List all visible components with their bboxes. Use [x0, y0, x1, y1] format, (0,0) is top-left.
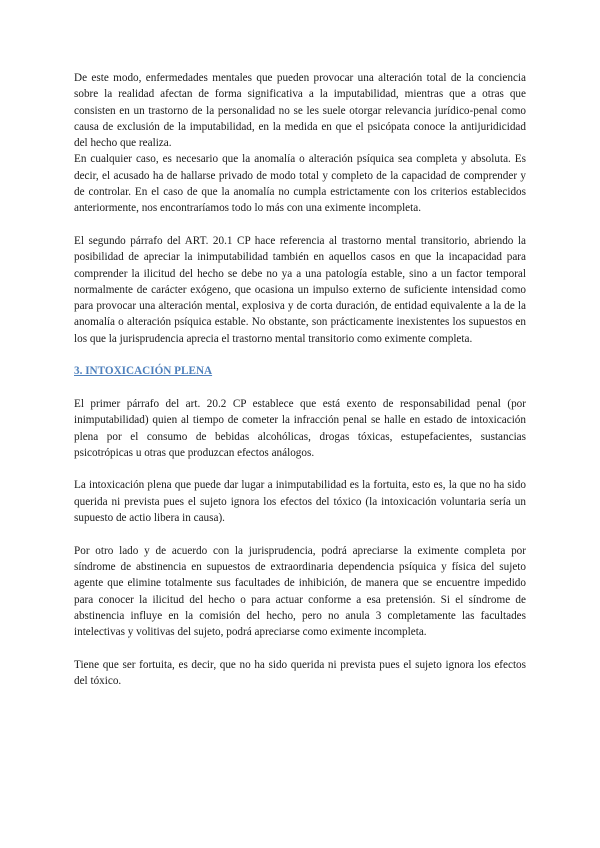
paragraph-spacer	[74, 526, 526, 542]
paragraph-complete-anomaly: En cualquier caso, es necesario que la anomalía o alteración psíquica sea completa y absoluta. Es decir, el acusado ha de hallarse privado de modo total y completo de la capacidad de comprender y de controlar. En el caso de que la anomalía no cumpla estrictamente con los criterios establecidos anteriormente, nos encontraríamos todo lo más con una eximente incompleta.	[74, 153, 526, 215]
paragraph-spacer	[74, 217, 526, 233]
paragraph-mental-illness: De este modo, enfermedades mentales que pueden provocar una alteración total de la conciencia sobre la realidad afectan de forma significativa a la imputabilidad, mientras que a otras que consisten en un trastorno de la personalidad no se les suele otorgar relevancia jurídico-penal como causa de exclusión de la imputabilidad, en la medida en que el psicópata conoce la antijuridicidad del hecho que realiza.	[74, 72, 526, 150]
section-heading-intoxication: 3. INTOXICACIÓN PLENA	[74, 365, 213, 378]
document-page	[74, 70, 526, 689]
paragraph-transitory-disorder: El segundo párrafo del ART. 20.1 CP hace referencia al trastorno mental transitorio, abriendo la posibilidad de apreciar la inimputabilidad también en aquellos casos en que la incapacidad para comprender la ilicitud del hecho se debe no ya a una patología estable, sino a un factor temporal normalmente de carácter exógeno, que ocasiona un impulso externo de suficiente intensidad como para provocar una alteración mental, explosiva y de corta duración, de entidad equivalente a la de la anomalía o alteración psíquica estable. No obstante, son prácticamente inexistentes los supuestos en los que la jurisprudencia aprecia el trastorno mental transitorio como eximente completa.	[74, 234, 526, 345]
paragraph-spacer	[74, 347, 526, 363]
paragraph-withdrawal-syndrome: Por otro lado y de acuerdo con la jurisprudencia, podrá apreciarse la eximente completa por síndrome de abstinencia en supuestos de extraordinaria dependencia psíquica y física del sujeto agente que elimine totalmente sus facultades de inhibición, de manera que se encuentre impedido para conocer la ilicitud del hecho o para actuar conforme a esa pretensión. Si el síndrome de abstinencia influye en la comisión del hecho, pero no anula 3 completamente las facultades intelectivas y volitivas del sujeto, podrá apreciarse como eximente incompleta.	[74, 544, 526, 639]
paragraph-spacer	[74, 380, 526, 396]
paragraph-article-20-2: El primer párrafo del art. 20.2 CP establece que está exento de responsabilidad penal (por inimputabilidad) quien al tiempo de cometer la infracción penal se halle en estado de intoxicación plena por el consumo de bebidas alcohólicas, drogas tóxicas, estupefacientes, sustancias psicotrópicas u otras que produzcan efectos análogos.	[74, 397, 526, 459]
paragraph-spacer	[74, 640, 526, 656]
paragraph-fortuitous-summary: Tiene que ser fortuita, es decir, que no ha sido querida ni prevista pues el sujeto ignora los efectos del tóxico.	[74, 658, 526, 687]
paragraph-spacer	[74, 461, 526, 477]
paragraph-fortuitous-intoxication: La intoxicación plena que puede dar lugar a inimputabilidad es la fortuita, esto es, la que no ha sido querida ni prevista pues el sujeto ignora los efectos del tóxico (la intoxicación voluntaria sería un supuesto de actio libera in causa).	[74, 479, 526, 525]
